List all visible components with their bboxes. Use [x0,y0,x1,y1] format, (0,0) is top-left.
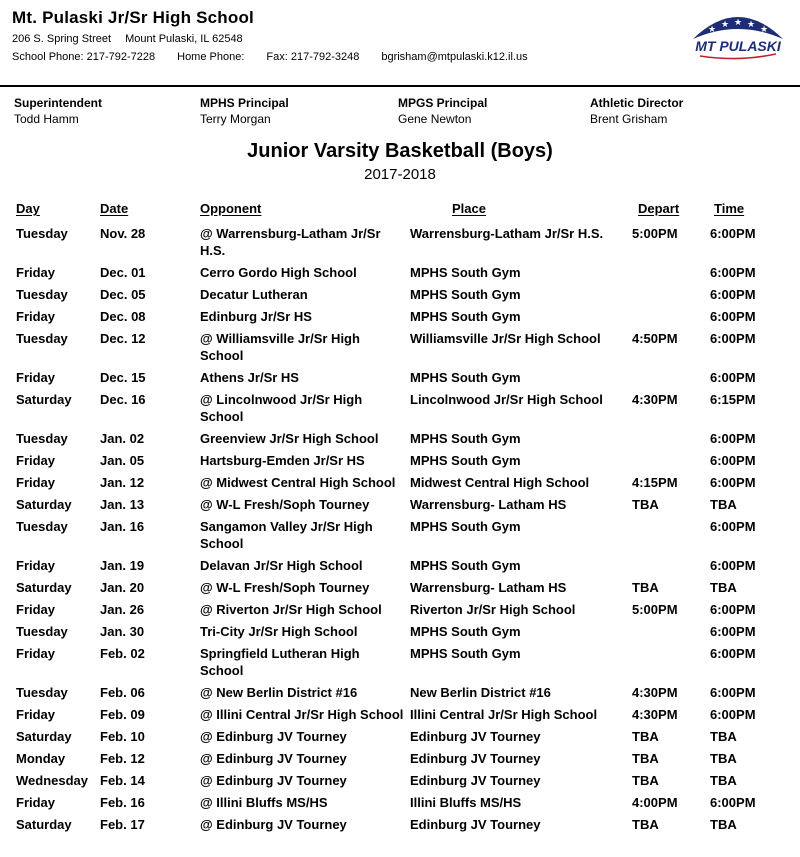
cell-day: Friday [16,558,56,573]
cell-day: Friday [16,602,56,617]
cell-time: 6:00PM [710,431,756,446]
cell-opponent: Springfield Lutheran High School [200,646,360,678]
table-row [0,770,800,792]
cell-time: 6:00PM [710,309,756,324]
school-logo [686,6,790,64]
cell-place: Edinburg JV Tourney [410,729,541,744]
cell-date: Dec. 05 [100,287,146,302]
table-row [0,328,800,367]
cell-place: Edinburg JV Tourney [410,751,541,766]
cell-place: Midwest Central High School [410,475,590,490]
address-city: Mount Pulaski, IL 62548 [125,33,243,45]
cell-opponent: @ Illini Bluffs MS/HS [200,795,328,810]
schedule-rows [0,223,800,836]
cell-day: Monday [16,751,66,766]
table-row [0,704,800,726]
cell-place: MPHS South Gym [410,370,521,385]
table-row [0,621,800,643]
cell-time: TBA [710,817,737,832]
table-row [0,792,800,814]
cell-time: 6:00PM [710,685,756,700]
cell-opponent: @ W-L Fresh/Soph Tourney [200,497,370,512]
cell-date: Dec. 08 [100,309,146,324]
staff-title: Superintendent [14,96,103,110]
cell-date: Feb. 10 [100,729,145,744]
cell-depart: 4:30PM [632,392,678,407]
staff-name: Todd Hamm [14,112,79,126]
cell-day: Friday [16,646,56,661]
cell-opponent: Athens Jr/Sr HS [200,370,299,385]
table-row [0,814,800,836]
table-row [0,428,800,450]
cell-time: 6:00PM [710,519,756,534]
logo-star-icon: ★ [746,19,756,29]
cell-day: Friday [16,453,56,468]
cell-date: Feb. 06 [100,685,145,700]
staff-name: Brent Grisham [590,112,668,126]
cell-depart: TBA [632,497,659,512]
cell-time: TBA [710,751,737,766]
cell-date: Dec. 12 [100,331,146,346]
cell-time: 6:00PM [710,558,756,573]
cell-day: Friday [16,265,56,280]
cell-time: 6:00PM [710,453,756,468]
cell-place: Lincolnwood Jr/Sr High School [410,392,603,407]
cell-date: Dec. 16 [100,392,146,407]
staff-section [0,96,800,126]
address-street: 206 S. Spring Street [12,33,112,45]
page-header [0,0,800,63]
cell-opponent: @ Illini Central Jr/Sr High School [200,707,404,722]
cell-place: New Berlin District #16 [410,685,551,700]
cell-day: Friday [16,370,56,385]
cell-day: Tuesday [16,431,68,446]
cell-place: MPHS South Gym [410,646,521,661]
column-header-day: Day [16,201,40,216]
staff-title: Athletic Director [590,96,684,110]
cell-depart: TBA [632,751,659,766]
cell-place: MPHS South Gym [410,265,521,280]
cell-date: Feb. 09 [100,707,145,722]
schedule-table [0,201,800,836]
cell-day: Tuesday [16,331,68,346]
cell-opponent: @ Edinburg JV Tourney [200,773,347,788]
cell-opponent: @ W-L Fresh/Soph Tourney [200,580,370,595]
cell-time: 6:15PM [710,392,756,407]
cell-time: 6:00PM [710,265,756,280]
cell-date: Dec. 15 [100,370,146,385]
cell-depart: 5:00PM [632,602,678,617]
cell-place: Edinburg JV Tourney [410,773,541,788]
cell-opponent: @ New Berlin District #16 [200,685,358,700]
header-divider [0,85,800,87]
school-name: Mt. Pulaski Jr/Sr High School [12,8,254,27]
cell-time: TBA [710,773,737,788]
cell-place: Riverton Jr/Sr High School [410,602,576,617]
cell-date: Feb. 17 [100,817,145,832]
table-row [0,450,800,472]
table-row [0,223,800,262]
table-row [0,284,800,306]
cell-place: MPHS South Gym [410,624,521,639]
cell-place: MPHS South Gym [410,558,521,573]
cell-depart: 4:00PM [632,795,678,810]
cell-place: Illini Central Jr/Sr High School [410,707,598,722]
staff-superintendent [14,96,200,126]
cell-opponent: Delavan Jr/Sr High School [200,558,363,573]
season-subtitle: 2017-2018 [364,166,436,183]
cell-time: TBA [710,729,737,744]
column-header-time: Time [714,201,745,216]
cell-day: Tuesday [16,685,68,700]
logo-star-icon: ★ [733,17,743,27]
cell-day: Friday [16,795,56,810]
cell-opponent: Hartsburg-Emden Jr/Sr HS [200,453,365,468]
cell-day: Tuesday [16,624,68,639]
cell-place: MPHS South Gym [410,431,521,446]
cell-time: TBA [710,580,737,595]
cell-time: 6:00PM [710,602,756,617]
cell-depart: 4:30PM [632,707,678,722]
cell-place: MPHS South Gym [410,453,521,468]
contact-line [12,51,788,63]
cell-date: Jan. 20 [100,580,145,595]
cell-place: MPHS South Gym [410,309,521,324]
cell-date: Feb. 12 [100,751,145,766]
cell-day: Tuesday [16,226,68,241]
email-address: bgrisham@mtpulaski.k12.il.us [381,51,528,63]
cell-depart: 4:50PM [632,331,678,346]
table-row [0,472,800,494]
cell-place: MPHS South Gym [410,519,521,534]
cell-date: Jan. 19 [100,558,145,573]
cell-opponent: Edinburg Jr/Sr HS [200,309,312,324]
table-row [0,726,800,748]
cell-time: 6:00PM [710,370,756,385]
cell-opponent: @ Riverton Jr/Sr High School [200,602,382,617]
cell-opponent: @ Warrensburg-Latham Jr/Sr H.S. [200,226,381,258]
staff-athletic-director [590,96,800,126]
staff-mphs-principal [200,96,398,126]
cell-place: MPHS South Gym [410,287,521,302]
cell-opponent: @ Midwest Central High School [200,475,396,490]
cell-opponent: @ Lincolnwood Jr/Sr High School [200,392,363,424]
cell-date: Feb. 14 [100,773,145,788]
cell-depart: 4:15PM [632,475,678,490]
staff-title: MPHS Principal [200,96,289,110]
cell-day: Friday [16,475,56,490]
cell-opponent: Sangamon Valley Jr/Sr High School [200,519,373,551]
cell-date: Dec. 01 [100,265,146,280]
cell-day: Tuesday [16,519,68,534]
staff-mpgs-principal [398,96,590,126]
cell-opponent: @ Edinburg JV Tourney [200,817,347,832]
cell-time: 6:00PM [710,795,756,810]
cell-opponent: @ Williamsville Jr/Sr High School [200,331,360,363]
cell-depart: TBA [632,729,659,744]
cell-depart: 4:30PM [632,685,678,700]
staff-name: Terry Morgan [200,112,271,126]
table-row [0,577,800,599]
column-header-opponent: Opponent [200,201,262,216]
cell-time: 6:00PM [710,287,756,302]
table-row [0,389,800,428]
fax-number: Fax: 217-792-3248 [266,51,360,63]
cell-depart: TBA [632,817,659,832]
cell-date: Feb. 02 [100,646,145,661]
cell-place: Williamsville Jr/Sr High School [410,331,601,346]
cell-place: Warrensburg- Latham HS [410,497,567,512]
cell-time: 6:00PM [710,226,756,241]
cell-day: Friday [16,309,56,324]
cell-date: Feb. 16 [100,795,145,810]
cell-place: Warrensburg-Latham Jr/Sr H.S. [410,226,604,241]
cell-date: Jan. 16 [100,519,145,534]
address-line [12,33,788,45]
column-header-place: Place [452,201,486,216]
cell-depart: TBA [632,773,659,788]
table-row [0,682,800,704]
cell-day: Saturday [16,580,72,595]
school-logo-image [686,6,790,64]
cell-date: Jan. 30 [100,624,145,639]
staff-name: Gene Newton [398,112,472,126]
cell-date: Jan. 13 [100,497,145,512]
cell-day: Tuesday [16,287,68,302]
cell-day: Wednesday [16,773,89,788]
cell-opponent: Greenview Jr/Sr High School [200,431,379,446]
logo-star-icon: ★ [707,24,717,34]
cell-day: Saturday [16,729,72,744]
cell-date: Jan. 05 [100,453,145,468]
cell-depart: TBA [632,580,659,595]
cell-opponent: Cerro Gordo High School [200,265,357,280]
cell-place: Warrensburg- Latham HS [410,580,567,595]
cell-depart: 5:00PM [632,226,678,241]
cell-place: Illini Bluffs MS/HS [410,795,522,810]
logo-wordmark: MT PULASKI [695,38,781,54]
cell-day: Friday [16,707,56,722]
home-phone: Home Phone: [177,51,245,63]
cell-time: 6:00PM [710,331,756,346]
table-row [0,599,800,621]
logo-star-icon: ★ [759,24,769,34]
cell-opponent: @ Edinburg JV Tourney [200,729,347,744]
table-row [0,262,800,284]
cell-date: Jan. 02 [100,431,145,446]
cell-date: Jan. 12 [100,475,145,490]
table-row [0,516,800,555]
cell-place: Edinburg JV Tourney [410,817,541,832]
cell-time: 6:00PM [710,646,756,661]
cell-date: Jan. 26 [100,602,145,617]
table-row [0,643,800,682]
cell-day: Saturday [16,497,72,512]
cell-opponent: Tri-City Jr/Sr High School [200,624,358,639]
table-row [0,555,800,577]
cell-time: 6:00PM [710,475,756,490]
staff-title: MPGS Principal [398,96,488,110]
schedule-header-row [0,201,800,216]
column-header-depart: Depart [638,201,680,216]
school-phone: School Phone: 217-792-7228 [12,51,156,63]
table-row [0,306,800,328]
cell-opponent: Decatur Lutheran [200,287,308,302]
cell-date: Nov. 28 [100,226,146,241]
table-row [0,748,800,770]
cell-day: Saturday [16,817,72,832]
page-title: Junior Varsity Basketball (Boys) [247,140,553,162]
column-header-date: Date [100,201,129,216]
cell-opponent: @ Edinburg JV Tourney [200,751,347,766]
cell-day: Saturday [16,392,72,407]
cell-time: 6:00PM [710,707,756,722]
cell-time: 6:00PM [710,624,756,639]
logo-star-icon: ★ [720,19,730,29]
table-row [0,367,800,389]
cell-time: TBA [710,497,737,512]
table-row [0,494,800,516]
